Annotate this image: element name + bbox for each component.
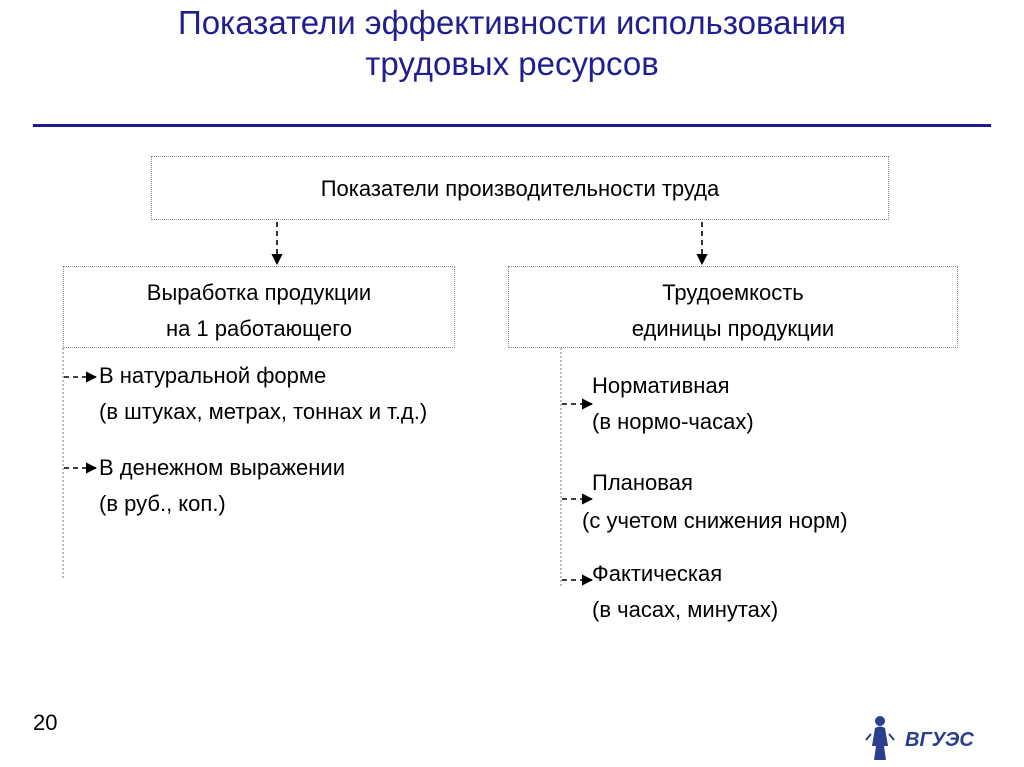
output-per-worker-box: [63, 266, 455, 348]
left-box-line-1: Выработка продукции: [146, 280, 372, 305]
logo-text: ВГУЭС: [905, 729, 974, 751]
right-item-2-line-2: (с учетом снижения норм): [582, 508, 848, 533]
university-emblem-icon: [862, 712, 990, 762]
left-item-1-line-2: (в штуках, метрах, тоннах и т.д.): [99, 399, 428, 424]
right-item-3-line-1: Фактическая: [592, 561, 723, 586]
productivity-indicators-box: [151, 156, 889, 220]
title-line-1: Показатели эффективности использования: [177, 4, 847, 41]
right-item-1-line-1: Нормативная: [592, 373, 730, 398]
left-item-monetary: [99, 450, 345, 522]
right-box-line-1: Трудоемкость: [662, 280, 804, 305]
left-item-1-line-1: В натуральной форме: [99, 363, 327, 388]
right-item-3-line-2: (в часах, минутах): [592, 597, 779, 622]
right-item-planned-line-2-wrap: [582, 503, 848, 539]
right-item-planned-line-1-wrap: [592, 465, 693, 501]
right-box-line-2: единицы продукции: [631, 316, 835, 341]
left-item-natural: [99, 358, 427, 430]
right-item-normative: [592, 368, 754, 440]
right-item-2-line-1: Плановая: [592, 470, 693, 495]
left-item-2-line-2: (в руб., коп.): [99, 491, 226, 516]
page-number: 20: [33, 710, 58, 735]
university-logo: [862, 712, 990, 762]
left-item-2-line-1: В денежном выражении: [99, 455, 345, 480]
top-box-label: Показатели производительности труда: [320, 176, 720, 201]
right-item-actual: [592, 556, 778, 628]
title-line-2: трудовых ресурсов: [365, 45, 659, 82]
right-item-1-line-2: (в нормо-часах): [592, 409, 754, 434]
left-box-line-2: на 1 работающего: [165, 316, 353, 341]
labor-intensity-box: [508, 266, 958, 348]
